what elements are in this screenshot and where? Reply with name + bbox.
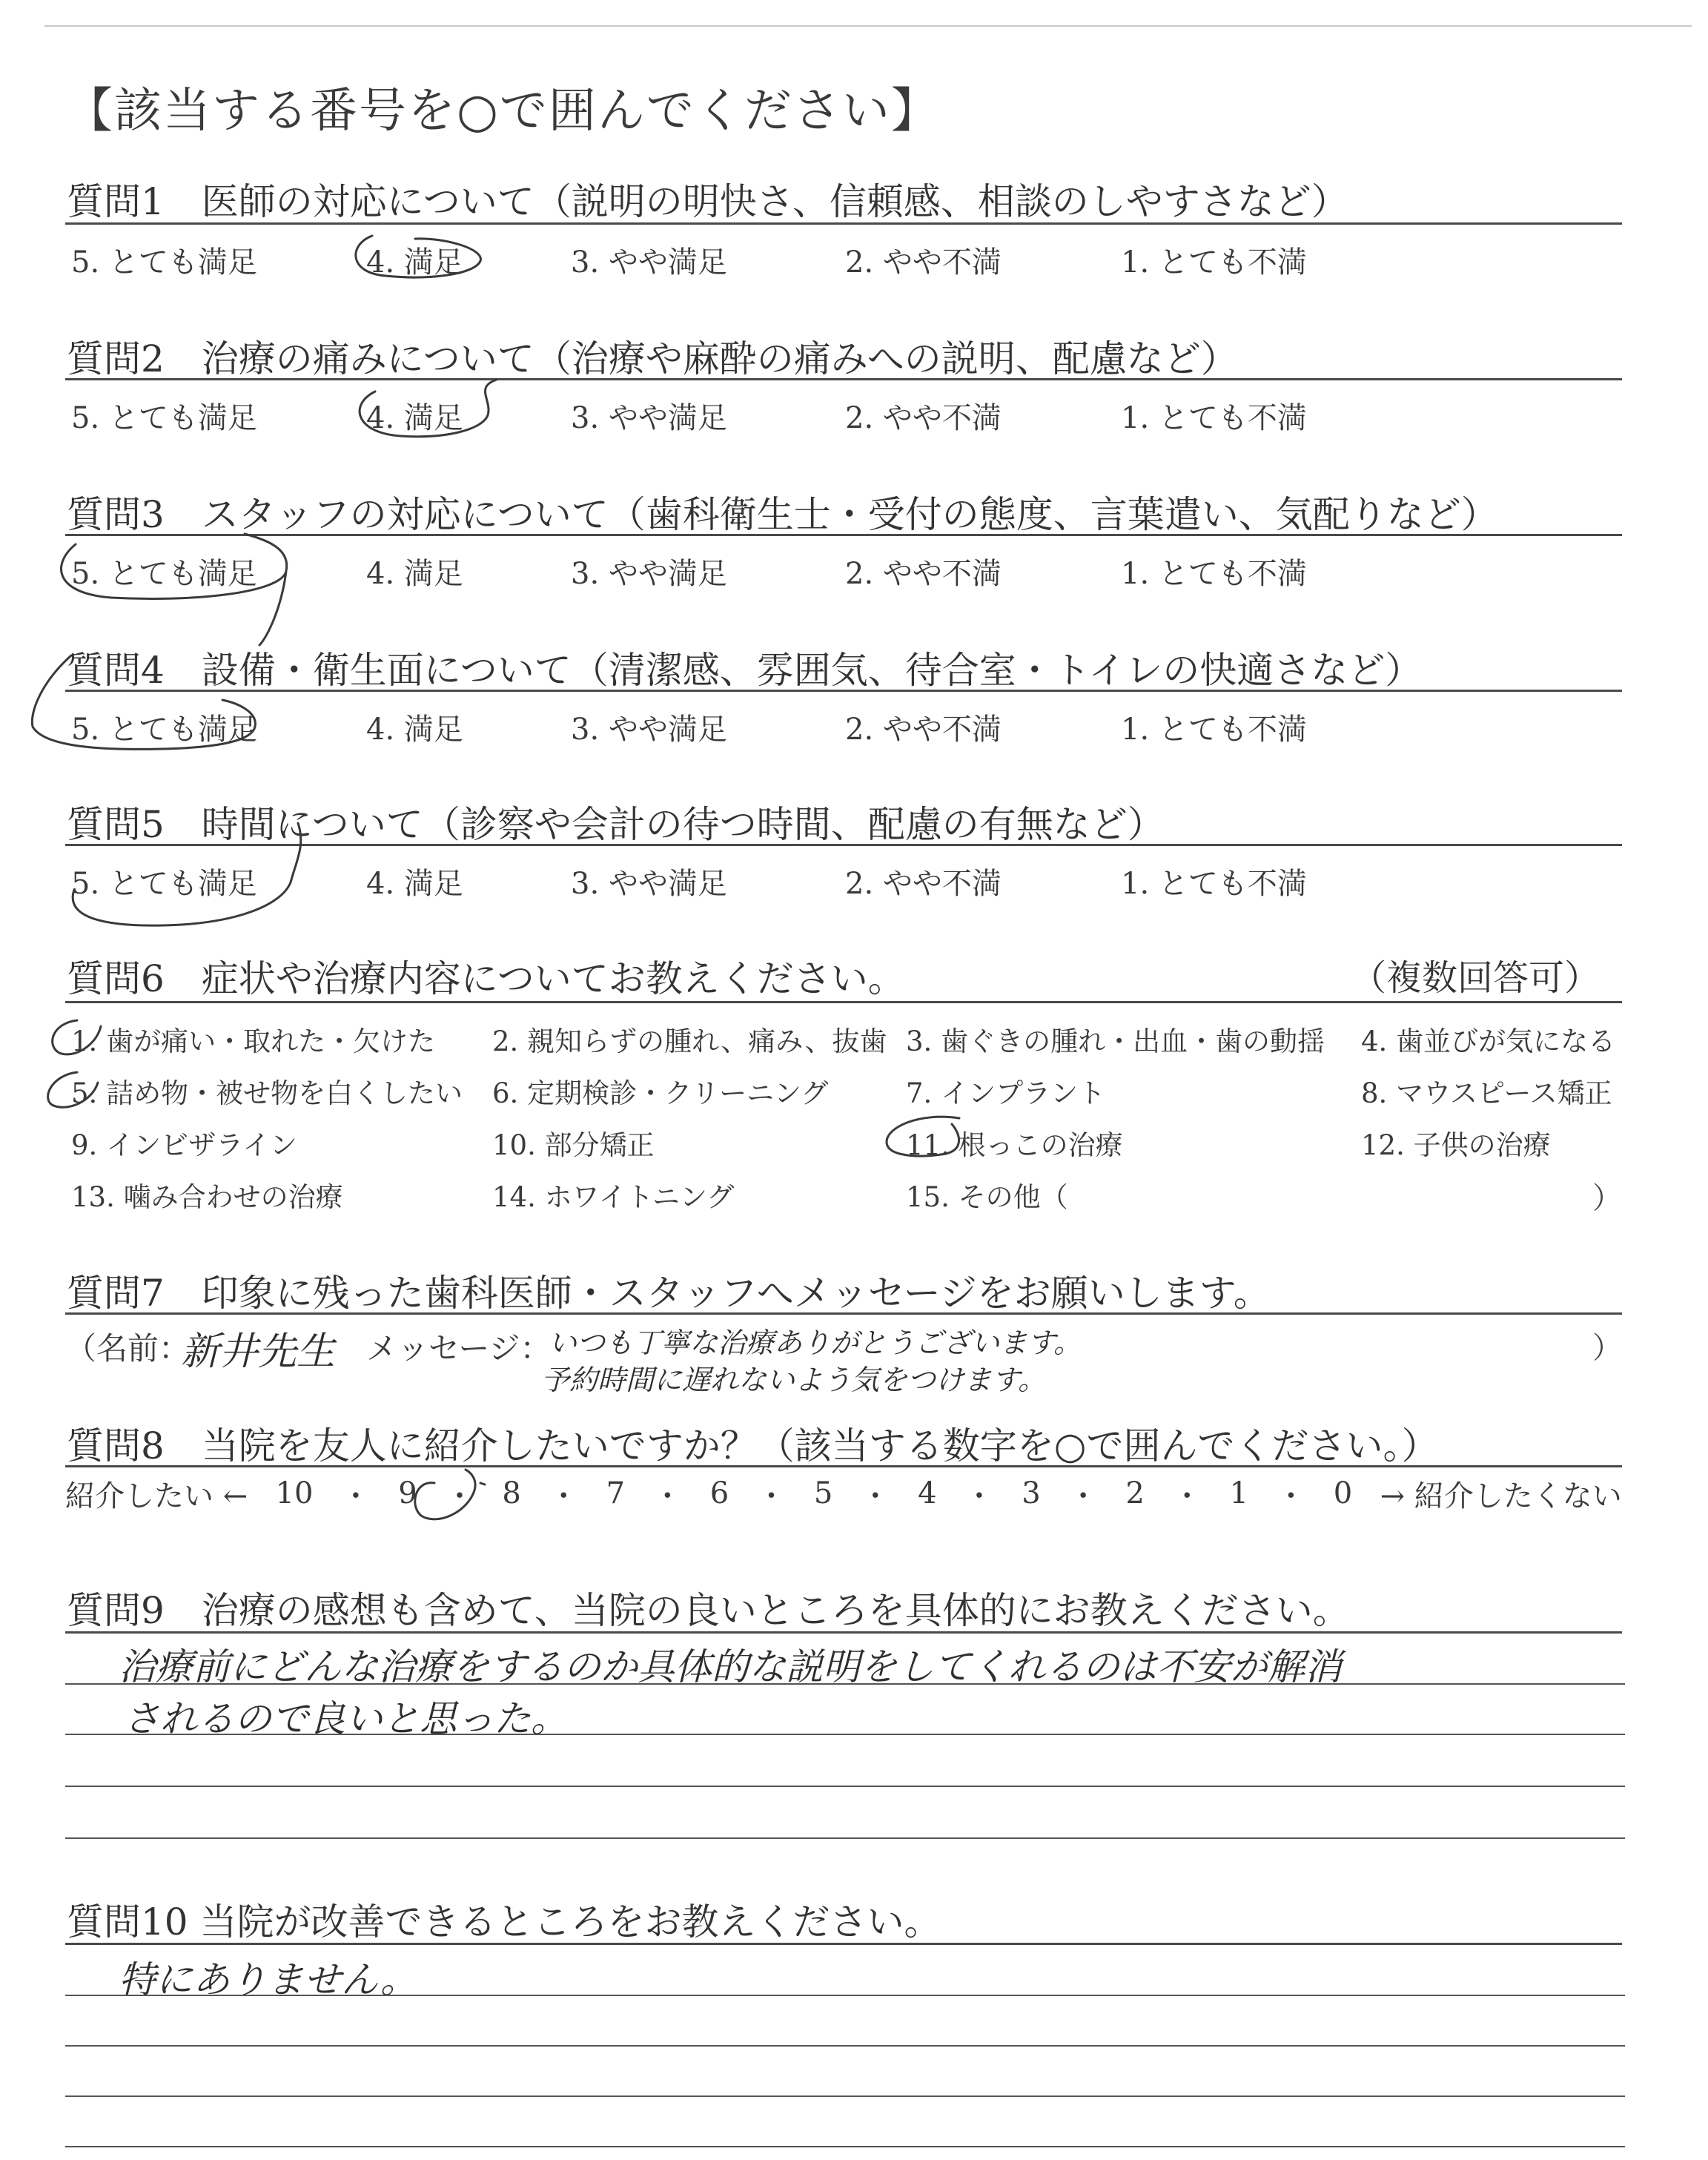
q8-sep: ・: [340, 1479, 371, 1513]
q8-scale-2[interactable]: 2: [1125, 1476, 1145, 1510]
q2-option-3[interactable]: 3. やや満足: [571, 401, 727, 435]
q8-sep: ・: [860, 1479, 890, 1513]
q6-option-15[interactable]: 15. その他（: [906, 1181, 1068, 1213]
q7-message-line2[interactable]: 予約時間に遅れないよう気をつけます。: [541, 1364, 1046, 1396]
q7-message-label: メッセージ：: [366, 1330, 552, 1367]
q7-title: 質問7 印象に残った歯科医師・スタッフへメッセージをお願いします。: [67, 1272, 1271, 1315]
q6-option-6[interactable]: 6. 定期検診・クリーニング: [492, 1077, 829, 1109]
q4-option-4[interactable]: 4. 満足: [366, 713, 463, 747]
q8-scale-6[interactable]: 6: [709, 1476, 729, 1510]
q8-sep: ・: [1068, 1479, 1099, 1513]
q1-rule: [65, 222, 1622, 225]
q10-answer-rule-3: [65, 2095, 1625, 2097]
q6-option-10[interactable]: 10. 部分矯正: [492, 1129, 655, 1161]
q2-option-5[interactable]: 5. とても満足: [71, 401, 257, 435]
q8-sep: ・: [1172, 1479, 1202, 1513]
q10-answer-line1[interactable]: 特にありません。: [119, 1958, 417, 2001]
q2-rule: [65, 378, 1622, 380]
q6-option-14[interactable]: 14. ホワイトニング: [492, 1181, 735, 1213]
q5-option-4[interactable]: 4. 満足: [366, 867, 463, 901]
q5-option-1[interactable]: 1. とても不満: [1121, 867, 1307, 901]
q5-rule: [65, 844, 1622, 846]
q9-answer-rule-2: [65, 1734, 1625, 1735]
q7-name-label: （名前：: [65, 1330, 191, 1367]
q5-option-2[interactable]: 2. やや不満: [845, 867, 1002, 901]
q1-option-1[interactable]: 1. とても不満: [1121, 245, 1307, 280]
q8-sep: ・: [964, 1479, 994, 1513]
q8-scale-9[interactable]: 9: [398, 1476, 417, 1510]
q8-scale-0[interactable]: 0: [1333, 1476, 1353, 1510]
q7-message-line1[interactable]: いつも丁寧な治療ありがとうございます。: [549, 1327, 1082, 1359]
q6-option-13[interactable]: 13. 噛み合わせの治療: [71, 1181, 343, 1213]
q9-answer-rule-1: [65, 1683, 1625, 1685]
q9-answer-rule-3: [65, 1786, 1625, 1787]
q6-option-11[interactable]: 11. 根っこの治療: [906, 1129, 1123, 1161]
q9-title: 質問9 治療の感想も含めて、当院の良いところを具体的にお教えください。: [67, 1589, 1350, 1632]
q10-answer-rule-2: [65, 2045, 1625, 2047]
q7-close-paren: ）: [1592, 1331, 1622, 1365]
q1-option-5[interactable]: 5. とても満足: [71, 245, 257, 280]
q3-option-3[interactable]: 3. やや満足: [571, 557, 727, 591]
q8-scale-5[interactable]: 5: [813, 1476, 833, 1510]
instruction-heading: 【該当する番号を○で囲んでください】: [65, 84, 940, 139]
q8-scale-7[interactable]: 7: [606, 1476, 626, 1510]
q8-sep: ・: [1276, 1479, 1306, 1513]
q6-option-1[interactable]: 1. 歯が痛い・取れた・欠けた: [71, 1025, 436, 1057]
q8-sep: ・: [652, 1479, 683, 1513]
q8-sep: ・: [445, 1479, 475, 1513]
q8-left-label: 紹介したい ←: [65, 1479, 248, 1513]
page-top-border: [44, 25, 1692, 27]
q8-scale-10[interactable]: 10: [275, 1476, 314, 1510]
q6-multiple-note: （複数回答可）: [1350, 957, 1600, 999]
q3-title: 質問3 スタッフの対応について（歯科衛生士・受付の態度、言葉遣い、気配りなど）: [67, 493, 1498, 536]
q6-option-4[interactable]: 4. 歯並びが気になる: [1361, 1025, 1616, 1057]
q2-option-4[interactable]: 4. 満足: [366, 401, 463, 435]
q9-answer-rule-4: [65, 1837, 1625, 1839]
q5-title: 質問5 時間について（診察や会計の待つ時間、配慮の有無など）: [67, 803, 1165, 846]
q7-rule: [65, 1312, 1622, 1315]
q8-rule: [65, 1465, 1622, 1467]
q3-rule: [65, 534, 1622, 536]
q6-option-8[interactable]: 8. マウスピース矯正: [1361, 1077, 1612, 1109]
q1-option-4[interactable]: 4. 満足: [366, 245, 463, 280]
q1-option-2[interactable]: 2. やや不満: [845, 245, 1002, 280]
q8-scale-row: [65, 1473, 1622, 1514]
q4-option-5[interactable]: 5. とても満足: [71, 713, 257, 747]
q9-answer-line1[interactable]: 治療前にどんな治療をするのか具体的な説明をしてくれるのは不安が解消: [119, 1645, 1342, 1688]
q8-sep: ・: [756, 1479, 787, 1513]
q8-title: 質問8 当院を友人に紹介したいですか？（該当する数字を○で囲んでください。）: [67, 1424, 1439, 1467]
q1-option-3[interactable]: 3. やや満足: [571, 245, 727, 280]
q4-option-1[interactable]: 1. とても不満: [1121, 713, 1307, 747]
q10-answer-rule-1: [65, 1995, 1625, 1996]
q6-rule: [65, 1001, 1622, 1003]
q8-right-label: → 紹介したくない: [1380, 1479, 1622, 1513]
q8-scale-3[interactable]: 3: [1022, 1476, 1041, 1510]
q6-option-2[interactable]: 2. 親知らずの腫れ、痛み、抜歯: [492, 1025, 887, 1057]
q4-option-2[interactable]: 2. やや不満: [845, 713, 1002, 747]
q4-title: 質問4 設備・衛生面について（清潔感、雰囲気、待合室・トイレの快適さなど）: [67, 649, 1423, 692]
q6-option-7[interactable]: 7. インプラント: [906, 1077, 1106, 1109]
q5-option-5[interactable]: 5. とても満足: [71, 867, 257, 901]
q9-rule: [65, 1631, 1622, 1634]
q4-option-3[interactable]: 3. やや満足: [571, 713, 727, 747]
q4-rule: [65, 690, 1622, 692]
q5-option-3[interactable]: 3. やや満足: [571, 867, 727, 901]
q8-scale-1[interactable]: 1: [1229, 1476, 1249, 1510]
q3-option-4[interactable]: 4. 満足: [366, 557, 463, 591]
q6-option-9[interactable]: 9. インビザライン: [71, 1129, 297, 1161]
q6-option-5[interactable]: 5. 詰め物・被せ物を白くしたい: [71, 1077, 463, 1109]
q3-option-1[interactable]: 1. とても不満: [1121, 557, 1307, 591]
q6-other-close-paren: ）: [1592, 1181, 1622, 1215]
q1-title: 質問1 医師の対応について（説明の明快さ、信頼感、相談のしやすさなど）: [67, 180, 1348, 223]
q2-option-1[interactable]: 1. とても不満: [1121, 401, 1307, 435]
q8-scale-4[interactable]: 4: [918, 1476, 937, 1510]
q10-answer-rule-4: [65, 2146, 1625, 2147]
q8-scale-8[interactable]: 8: [502, 1476, 521, 1510]
q7-name-handwritten[interactable]: 新井先生: [181, 1330, 336, 1374]
q2-option-2[interactable]: 2. やや不満: [845, 401, 1002, 435]
q8-sep: ・: [549, 1479, 579, 1513]
q2-title: 質問2 治療の痛みについて（治療や麻酔の痛みへの説明、配慮など）: [67, 337, 1238, 380]
q10-title: 質問10 当院が改善できるところをお教えください。: [67, 1900, 941, 1943]
q6-option-3[interactable]: 3. 歯ぐきの腫れ・出血・歯の動揺: [906, 1025, 1325, 1057]
q9-answer-line2[interactable]: されるので良いと思った。: [123, 1697, 568, 1740]
q3-option-5[interactable]: 5. とても満足: [71, 557, 257, 591]
q6-title: 質問6 症状や治療内容についてお教えください。: [67, 957, 905, 1000]
q3-option-2[interactable]: 2. やや不満: [845, 557, 1002, 591]
q6-option-12[interactable]: 12. 子供の治療: [1361, 1129, 1551, 1161]
q10-rule: [65, 1943, 1622, 1945]
